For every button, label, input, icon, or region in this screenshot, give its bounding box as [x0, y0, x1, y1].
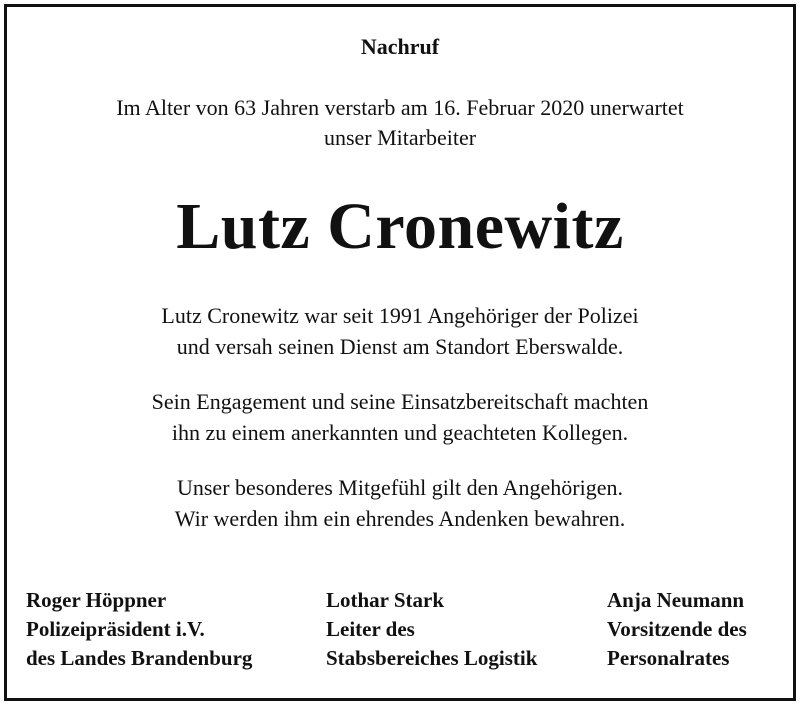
signatory-police-president	[26, 586, 252, 673]
intro-line-2: unser Mitarbeiter	[323, 125, 477, 150]
signatory-title: Stabsbereiches Logistik	[326, 646, 538, 670]
notice-heading: Nachruf	[360, 34, 440, 59]
signatory-title: Leiter des	[326, 617, 415, 641]
intro-line-1: Im Alter von 63 Jahren verstarb am 16. Februar 2020 unerwartet	[116, 95, 684, 120]
signatory-title: Vorsitzende des	[607, 617, 747, 641]
intro-text	[0, 93, 800, 153]
paragraph-engagement	[0, 386, 800, 448]
signatory-title: Personalrates	[607, 646, 730, 670]
paragraph-condolence	[0, 472, 800, 534]
signatory-staff-council	[607, 586, 747, 673]
signatory-title: Polizeipräsident i.V.	[26, 617, 205, 641]
signatory-title: des Landes Brandenburg	[26, 646, 253, 670]
deceased-name: Lutz Cronewitz	[176, 190, 624, 263]
signatory-name: Lothar Stark	[326, 588, 445, 612]
paragraph-service	[0, 300, 800, 362]
paragraph-line: ihn zu einem anerkannten und geachteten Kollegen.	[171, 420, 629, 445]
signatory-name: Roger Höppner	[26, 588, 167, 612]
signatory-logistics-head	[326, 586, 537, 673]
paragraph-line: Unser besonderes Mitgefühl gilt den Angehörigen.	[176, 475, 623, 500]
paragraph-line: Lutz Cronewitz war seit 1991 Angehöriger der Polizei	[161, 303, 639, 328]
paragraph-line: Wir werden ihm ein ehrendes Andenken bewahren.	[174, 506, 626, 531]
signatory-name: Anja Neumann	[607, 588, 745, 612]
paragraph-line: und versah seinen Dienst am Standort Eberswalde.	[176, 334, 624, 359]
paragraph-line: Sein Engagement und seine Einsatzbereitschaft machten	[151, 389, 649, 414]
